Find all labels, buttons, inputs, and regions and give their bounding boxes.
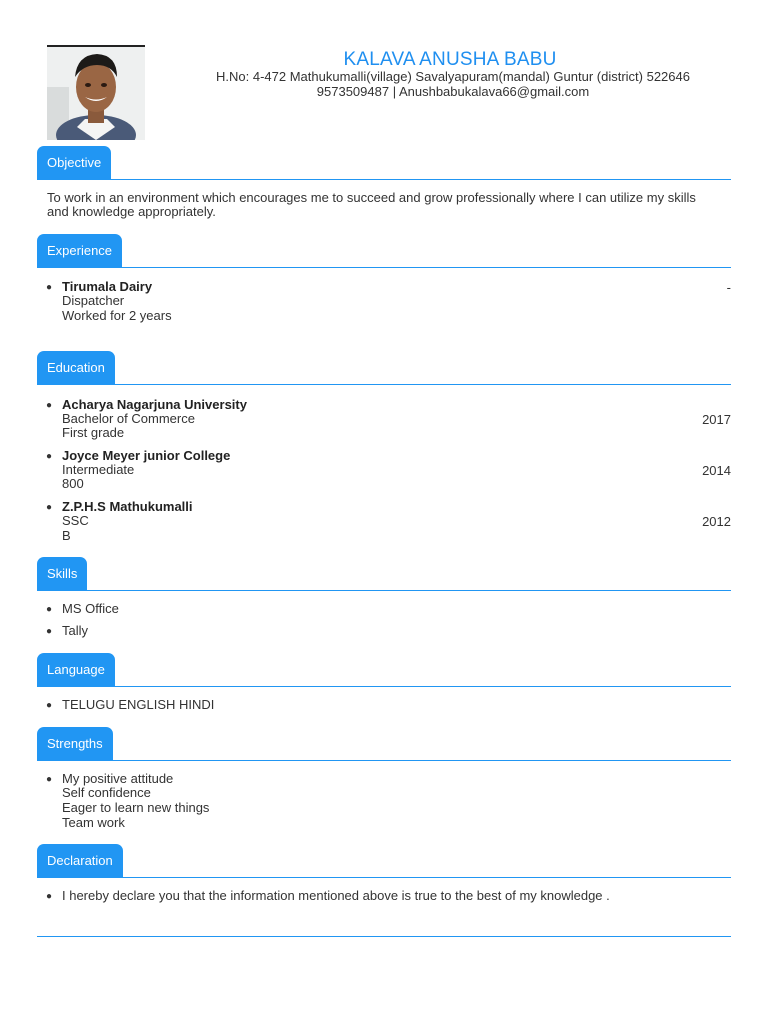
section-tab-strengths: Strengths [37, 727, 113, 760]
strength-line: Eager to learn new things [62, 800, 210, 815]
section-divider [37, 760, 731, 761]
bullet-dot-icon: ● [46, 451, 53, 462]
bullet-dot-icon: ● [46, 891, 53, 902]
candidate-contact: 9573509487 | Anushbabukalava66@gmail.com [316, 84, 590, 99]
education-institution: Z.P.H.S Mathukumalli [62, 499, 193, 514]
section-divider [37, 179, 731, 180]
bullet-dot-icon: ● [46, 400, 53, 411]
bullet-dot-icon: ● [46, 282, 53, 293]
section-tab-declaration: Declaration [37, 844, 123, 877]
education-course: SSC [62, 513, 89, 528]
section-tab-experience: Experience [37, 234, 122, 267]
strength-line: Team work [62, 815, 125, 830]
education-result: First grade [62, 425, 125, 440]
section-divider [37, 267, 731, 268]
bullet-dot-icon: ● [46, 502, 53, 513]
strength-line: Self confidence [62, 785, 151, 800]
education-year: 2012 [702, 514, 731, 529]
footer-divider [37, 936, 731, 937]
education-result: B [62, 528, 71, 543]
education-course: Intermediate [62, 462, 135, 477]
section-tab-skills: Skills [37, 557, 87, 590]
section-divider [37, 686, 731, 687]
section-divider [37, 877, 731, 878]
section-divider [37, 384, 731, 385]
candidate-address: H.No: 4-472 Mathukumalli(village) Savalyapuram(mandal) Guntur (district) 522646 [216, 69, 690, 84]
experience-company: Tirumala Dairy [62, 279, 153, 294]
education-year: 2014 [702, 463, 731, 478]
bullet-dot-icon: ● [46, 700, 53, 711]
education-institution: Joyce Meyer junior College [62, 448, 231, 463]
section-tab-objective: Objective [37, 146, 111, 179]
section-tab-education: Education [37, 351, 115, 384]
strength-line: My positive attitude [62, 771, 174, 786]
bullet-dot-icon: ● [46, 626, 53, 637]
experience-role: Dispatcher [62, 293, 125, 308]
bullet-dot-icon: ● [46, 774, 53, 785]
section-tab-language: Language [37, 653, 115, 686]
education-course: Bachelor of Commerce [62, 411, 195, 426]
section-divider [37, 590, 731, 591]
declaration-text: I hereby declare you that the information mentioned above is true to the best of my knowledge . [62, 888, 610, 903]
profile-photo [47, 45, 145, 140]
education-result: 800 [62, 476, 84, 491]
experience-detail: Worked for 2 years [62, 308, 172, 323]
skill-item: Tally [62, 623, 89, 638]
education-institution: Acharya Nagarjuna University [62, 397, 247, 412]
experience-period: - [726, 280, 731, 295]
profile-photo-image [47, 47, 145, 140]
skill-item: MS Office [62, 601, 119, 616]
education-year: 2017 [702, 412, 731, 427]
objective-line-1: To work in an environment which encourages me to succeed and grow professionally where I can utilize my skills [47, 190, 696, 205]
candidate-name: KALAVA ANUSHA BABU [343, 49, 557, 70]
objective-line-2: and knowledge appropriately. [47, 204, 216, 219]
bullet-dot-icon: ● [46, 604, 53, 615]
language-item: TELUGU ENGLISH HINDI [62, 697, 215, 712]
